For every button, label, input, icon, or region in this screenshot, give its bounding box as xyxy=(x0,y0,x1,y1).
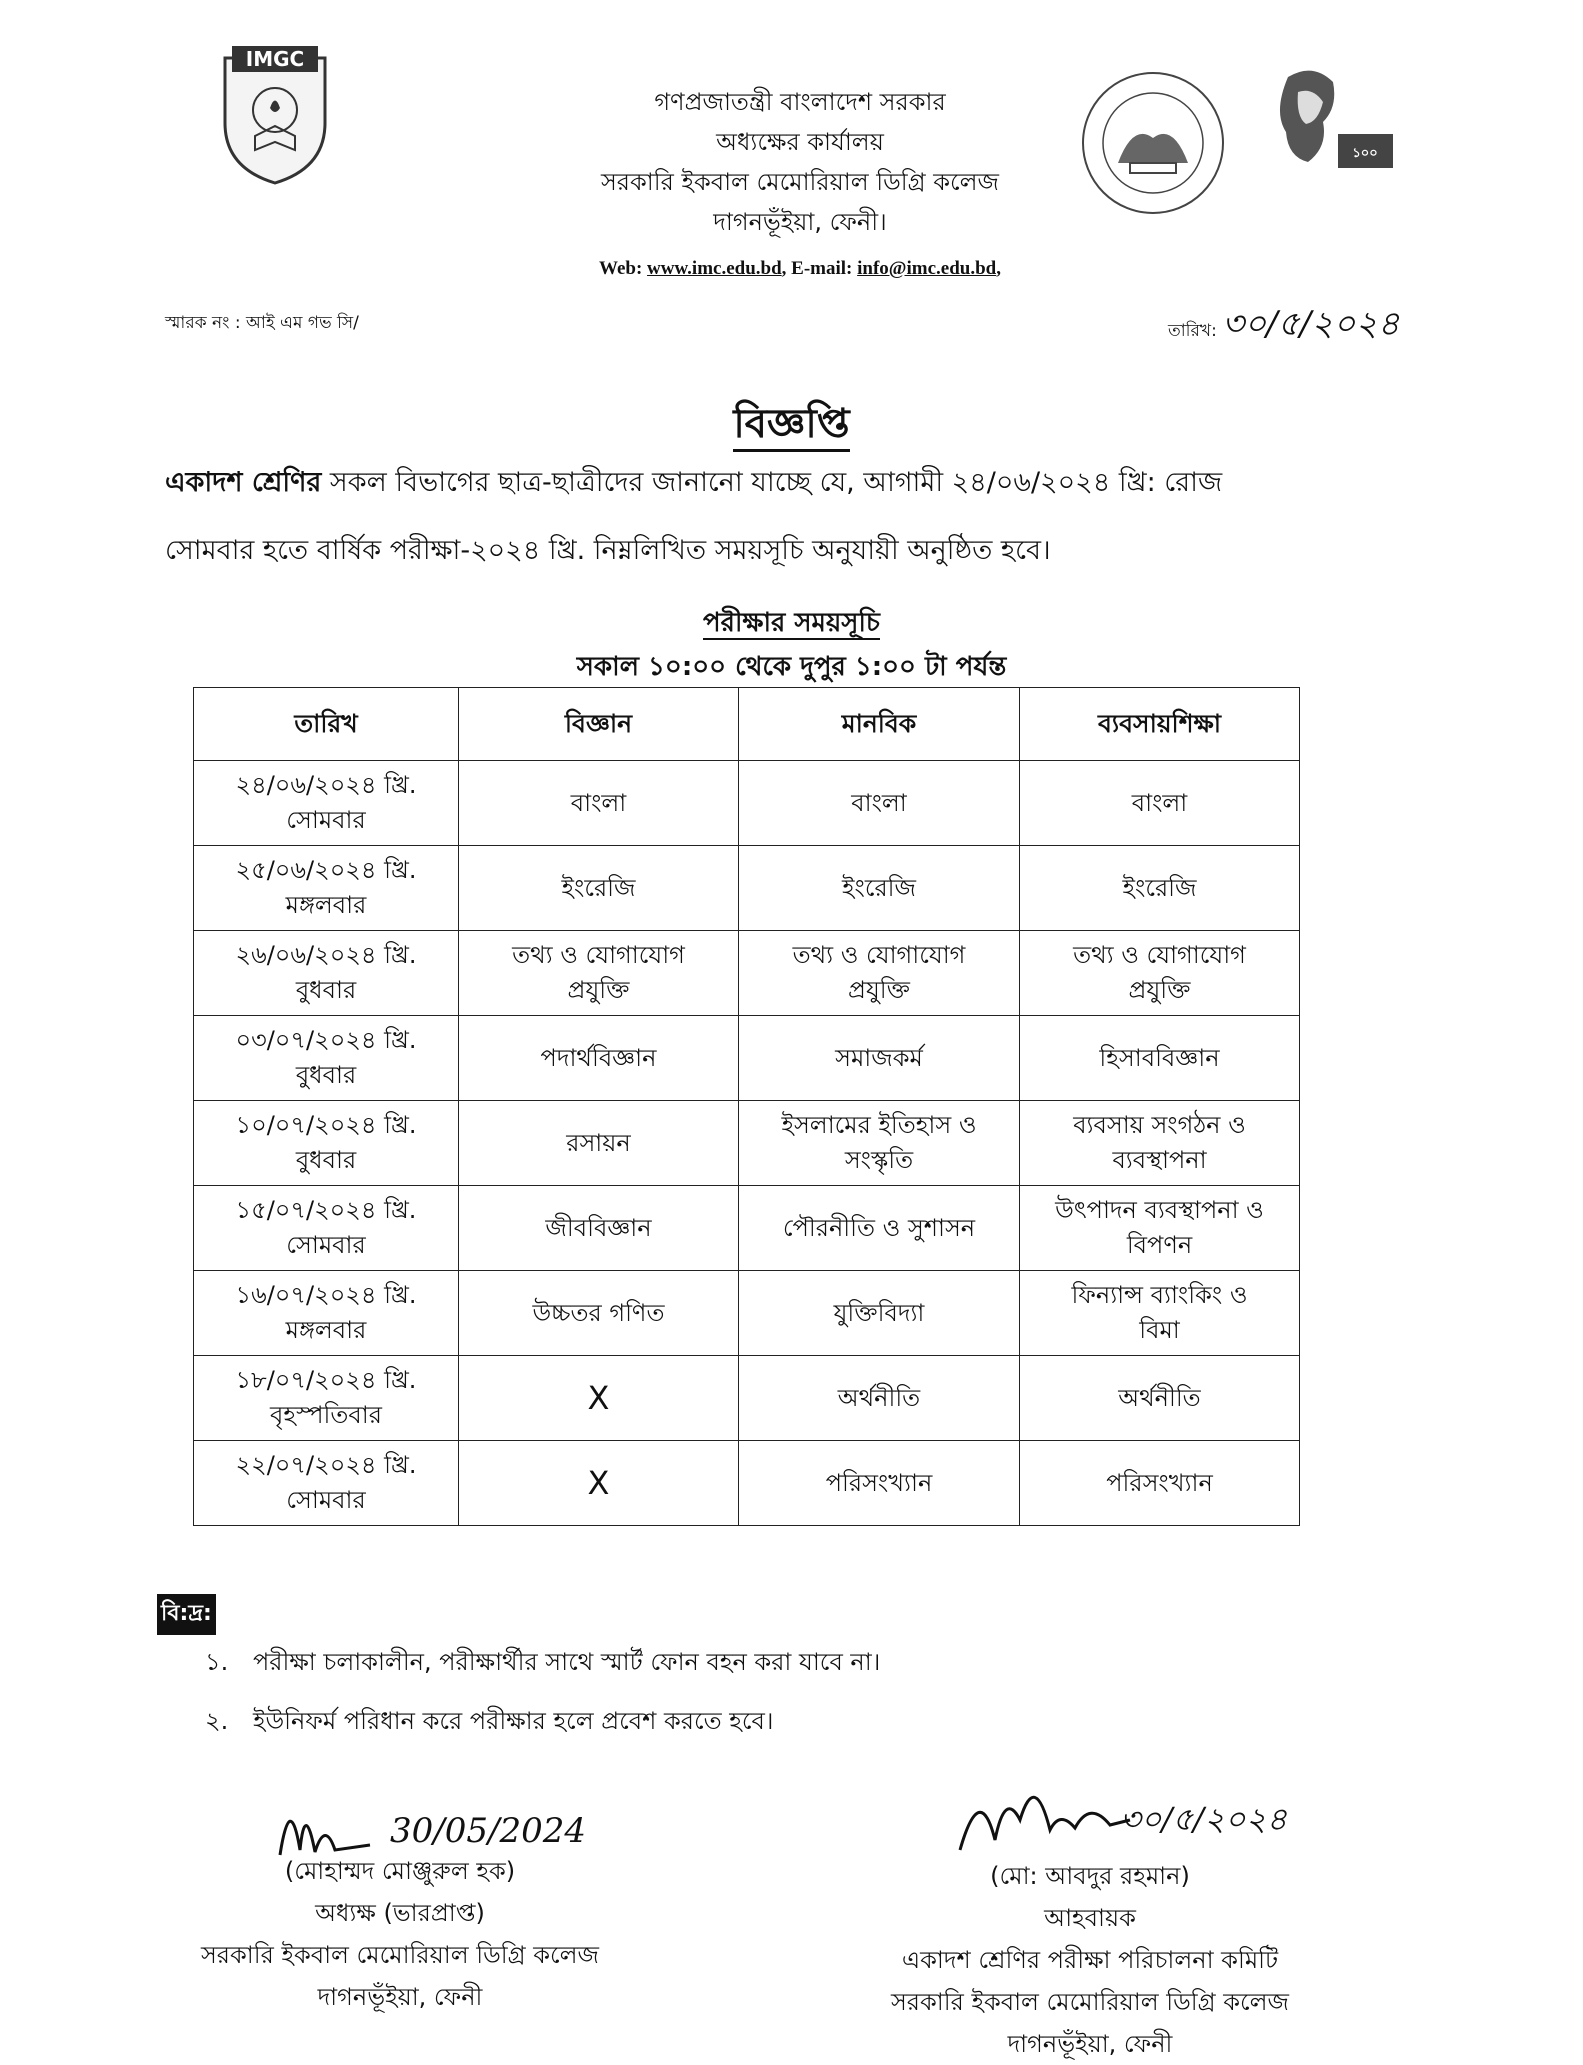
notice-title-text: বিজ্ঞপ্তি xyxy=(733,401,849,452)
header-lines xyxy=(430,82,1170,242)
svg-text:১০০: ১০০ xyxy=(1352,146,1378,161)
row-day: সোমবার xyxy=(286,1231,366,1259)
notice-paragraph-line-2: সোমবার হতে বার্ষিক পরীক্ষা-২০২৪ খ্রি. নিম্নলিখিত সময়সূচি অনুযায়ী অনুষ্ঠিত হবে। xyxy=(165,535,1051,566)
row-day: বুধবার xyxy=(295,976,357,1004)
logo-text: IMGC xyxy=(245,47,305,71)
principal-institution: সরকারি ইকবাল মেমোরিয়াল ডিগ্রি কলেজ xyxy=(200,1941,600,1969)
header-line-college: সরকারি ইকবাল মেমোরিয়াল ডিগ্রি কলেজ xyxy=(600,168,1000,196)
subject-line: ফিন্যান্স ব্যাংকিং ও xyxy=(1071,1281,1248,1310)
note-label: বি:দ্র: xyxy=(157,1594,216,1635)
subject-line: বিপণন xyxy=(1126,1231,1193,1259)
principal-place: দাগনভূঁইয়া, ফেনী xyxy=(317,1983,483,2011)
web-link[interactable]: www.imc.edu.bd xyxy=(647,258,782,279)
notice-paragraph-line-1 xyxy=(165,462,1345,507)
subject-line: ইংরেজি xyxy=(842,873,916,902)
subject-line: বাংলা xyxy=(1131,788,1188,817)
schedule-title xyxy=(0,602,1583,646)
handwritten-date: ৩০/৫/২০২৪ xyxy=(1222,304,1400,344)
row-date: ০৩/০৭/২০২৪ খ্রি. xyxy=(235,1026,417,1055)
table-row xyxy=(194,1441,1300,1526)
email-suffix: , xyxy=(996,258,1001,279)
row-day: সোমবার xyxy=(286,1486,366,1514)
exam-schedule-table xyxy=(193,687,1300,1526)
email-link[interactable]: info@imc.edu.bd xyxy=(857,258,997,279)
row-date: ১০/০৭/২০২৪ খ্রি. xyxy=(235,1111,417,1140)
cell-date xyxy=(194,761,459,846)
subject-line: X xyxy=(587,1463,610,1502)
subject-line: বাংলা xyxy=(570,788,627,817)
subject-line: পদার্থবিজ্ঞান xyxy=(540,1043,657,1072)
web-email-line xyxy=(430,258,1170,280)
cell-date xyxy=(194,1356,459,1441)
column-header-date: তারিখ xyxy=(194,688,459,761)
row-date: ১৫/০৭/২০২৪ খ্রি. xyxy=(235,1196,417,1225)
cell-business xyxy=(1020,1101,1300,1186)
principal-signature-date: 30/05/2024 xyxy=(390,1811,586,1851)
cell-date xyxy=(194,1016,459,1101)
subject-line: বিমা xyxy=(1139,1316,1180,1344)
subject-line: অর্থনীতি xyxy=(837,1383,921,1412)
principal-designation: অধ্যক্ষ (ভারপ্রাপ্ত) xyxy=(315,1899,485,1927)
table-header-row xyxy=(194,688,1300,761)
row-day: মঙ্গলবার xyxy=(285,891,367,919)
cell-business xyxy=(1020,1186,1300,1271)
principal-signature-block xyxy=(140,1850,660,2018)
convener-signature-block xyxy=(830,1855,1350,2065)
cell-humanities xyxy=(739,931,1020,1016)
subject-line: সমাজকর্ম xyxy=(835,1043,923,1072)
mujib-centenary-logo xyxy=(1268,62,1400,182)
notice-line-1-text: সকল বিভাগের ছাত্র-ছাত্রীদের জানানো যাচ্ছে যে, আগামী ২৪/০৬/২০২৪ খ্রি: রোজ xyxy=(321,467,1223,498)
cell-date xyxy=(194,931,459,1016)
note-text: পরীক্ষা চলাকালীন, পরীক্ষার্থীর সাথে স্মার্ট ফোন বহন করা যাবে না। xyxy=(253,1648,881,1676)
cell-science xyxy=(459,1016,739,1101)
cell-date xyxy=(194,1271,459,1356)
table-row xyxy=(194,1186,1300,1271)
subject-line: প্রযুক্তি xyxy=(567,976,630,1004)
row-date: ২৫/০৬/২০২৪ খ্রি. xyxy=(235,856,417,885)
table-row xyxy=(194,931,1300,1016)
subject-line: ইংরেজি xyxy=(1122,873,1197,902)
cell-humanities xyxy=(739,1441,1020,1526)
email-label: , E-mail: xyxy=(781,258,853,279)
web-label: Web: xyxy=(599,258,643,279)
subject-line: উৎপাদন ব্যবস্থাপনা ও xyxy=(1055,1196,1264,1225)
subject-line: প্রযুক্তি xyxy=(1128,976,1191,1004)
cell-humanities xyxy=(739,1271,1020,1356)
subject-line: প্রযুক্তি xyxy=(848,976,910,1004)
subject-line: সংস্কৃতি xyxy=(844,1146,914,1174)
subject-line: ইসলামের ইতিহাস ও xyxy=(781,1111,977,1140)
row-day: বৃহস্পতিবার xyxy=(270,1401,382,1429)
subject-line: হিসাববিজ্ঞান xyxy=(1099,1043,1220,1072)
table-row xyxy=(194,1016,1300,1101)
memo-number: স্মারক নং : আই এম গভ সি/ xyxy=(165,313,359,333)
cell-date xyxy=(194,846,459,931)
cell-science xyxy=(459,1271,739,1356)
subject-line: জীববিজ্ঞান xyxy=(545,1213,652,1242)
note-item-1 xyxy=(205,1644,880,1684)
cell-business xyxy=(1020,931,1300,1016)
convener-place: দাগনভূঁইয়া, ফেনী xyxy=(1007,2030,1173,2058)
subject-line: পরিসংখ্যান xyxy=(1106,1468,1213,1497)
cell-date xyxy=(194,1186,459,1271)
subject-line: রসায়ন xyxy=(566,1128,631,1157)
header-line-govt: গণপ্রজাতন্ত্রী বাংলাদেশ সরকার xyxy=(654,88,946,116)
row-day: সোমবার xyxy=(286,806,366,834)
cell-humanities xyxy=(739,1101,1020,1186)
convener-name: (মো: আবদুর রহমান) xyxy=(990,1862,1190,1890)
cell-humanities xyxy=(739,846,1020,931)
notice-class-name: একাদশ শ্রেণির xyxy=(165,467,322,498)
subject-line: তথ্য ও যোগাযোগ xyxy=(512,941,685,970)
table-row xyxy=(194,1356,1300,1441)
subject-line: পরিসংখ্যান xyxy=(825,1468,933,1497)
college-logo xyxy=(210,38,340,188)
subject-line: বাংলা xyxy=(851,788,907,817)
note-text: ইউনিফর্ম পরিধান করে পরীক্ষার হলে প্রবেশ করতে হবে। xyxy=(253,1707,774,1735)
cell-date xyxy=(194,1441,459,1526)
table-row xyxy=(194,846,1300,931)
subject-line: X xyxy=(587,1378,610,1417)
cell-science xyxy=(459,1356,739,1441)
column-header-humanities: মানবিক xyxy=(739,688,1020,761)
header-line-place: দাগনভূঁইয়া, ফেনী। xyxy=(713,208,887,236)
row-day: বুধবার xyxy=(295,1061,357,1089)
cell-date xyxy=(194,1101,459,1186)
subject-line: অর্থনীতি xyxy=(1118,1383,1201,1412)
cell-science xyxy=(459,1441,739,1526)
cell-humanities xyxy=(739,1016,1020,1101)
table-row xyxy=(194,1271,1300,1356)
note-number: ২. xyxy=(205,1707,229,1735)
cell-science xyxy=(459,1186,739,1271)
cell-business xyxy=(1020,761,1300,846)
subject-line: তথ্য ও যোগাযোগ xyxy=(792,941,966,970)
cell-business xyxy=(1020,1016,1300,1101)
date-label: তারিখ: xyxy=(1168,321,1217,341)
cell-business xyxy=(1020,1441,1300,1526)
subject-line: ব্যবস্থাপনা xyxy=(1112,1146,1207,1174)
column-header-science: বিজ্ঞান xyxy=(459,688,739,761)
table-row xyxy=(194,761,1300,846)
cell-science xyxy=(459,761,739,846)
subject-line: তথ্য ও যোগাযোগ xyxy=(1073,941,1246,970)
convener-signature-date: ৩০/৫/২০২৪ xyxy=(1120,1800,1288,1838)
cell-business xyxy=(1020,846,1300,931)
schedule-title-text: পরীক্ষার সময়সূচি xyxy=(703,608,880,638)
subject-line: পৌরনীতি ও সুশাসন xyxy=(782,1213,976,1242)
column-header-business: ব্যবসায়শিক্ষা xyxy=(1020,688,1300,761)
header-line-office: অধ্যক্ষের কার্যালয় xyxy=(716,128,884,156)
row-date: ১৮/০৭/২০২৪ খ্রি. xyxy=(235,1366,417,1395)
cell-science xyxy=(459,931,739,1016)
notice-title xyxy=(0,392,1583,459)
cell-humanities xyxy=(739,761,1020,846)
convener-committee: একাদশ শ্রেণির পরীক্ষা পরিচালনা কমিটি xyxy=(901,1946,1279,1974)
table-row xyxy=(194,1101,1300,1186)
cell-humanities xyxy=(739,1186,1020,1271)
convener-institution: সরকারি ইকবাল মেমোরিয়াল ডিগ্রি কলেজ xyxy=(890,1988,1290,2016)
note-number: ১. xyxy=(205,1648,229,1676)
row-date: ১৬/০৭/২০২৪ খ্রি. xyxy=(235,1281,417,1310)
cell-humanities xyxy=(739,1356,1020,1441)
row-date: ২৪/০৬/২০২৪ খ্রি. xyxy=(235,771,417,800)
row-date: ২৬/০৬/২০২৪ খ্রি. xyxy=(235,941,417,970)
row-day: বুধবার xyxy=(295,1146,357,1174)
subject-line: ব্যবসায় সংগঠন ও xyxy=(1073,1111,1246,1140)
subject-line: উচ্চতর গণিত xyxy=(532,1298,665,1327)
principal-name: (মোহাম্মদ মোঞ্জুরুল হক) xyxy=(284,1857,516,1885)
note-item-2 xyxy=(205,1703,773,1743)
cell-business xyxy=(1020,1356,1300,1441)
row-day: মঙ্গলবার xyxy=(285,1316,367,1344)
cell-science xyxy=(459,1101,739,1186)
row-date: ২২/০৭/২০২৪ খ্রি. xyxy=(235,1451,417,1480)
subject-line: ইংরেজি xyxy=(561,873,636,902)
convener-signature xyxy=(950,1760,1470,1870)
schedule-time: সকাল ১০:০০ থেকে দুপুর ১:০০ টা পর্যন্ত xyxy=(576,652,1007,682)
education-seal xyxy=(1078,68,1228,218)
schedule-body xyxy=(194,761,1300,1526)
cell-science xyxy=(459,846,739,931)
subject-line: যুক্তিবিদ্যা xyxy=(833,1298,925,1327)
cell-business xyxy=(1020,1271,1300,1356)
convener-designation: আহবায়ক xyxy=(1044,1904,1136,1932)
